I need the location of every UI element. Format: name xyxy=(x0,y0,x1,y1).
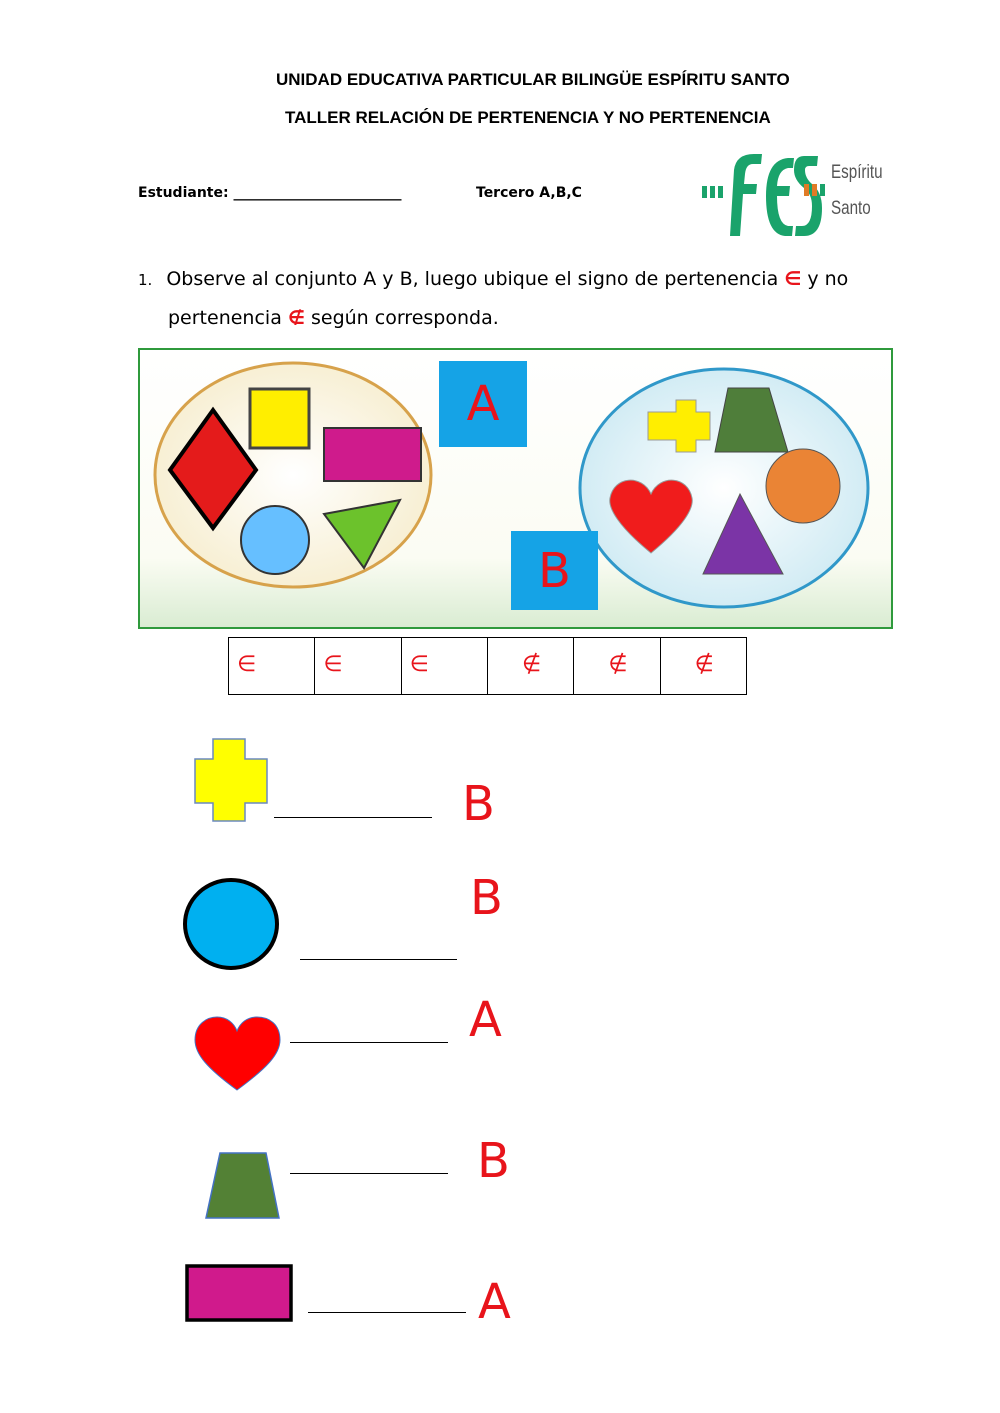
grade-label: Tercero A,B,C xyxy=(476,185,582,201)
blue-circle-icon xyxy=(182,877,282,973)
exercise-shape-magenta-rectangle xyxy=(185,1264,295,1329)
symbol-belongs-1[interactable]: ∈ xyxy=(237,652,257,677)
belongs-symbol: ∈ xyxy=(784,268,802,290)
student-name-field[interactable]: Estudiante: ________________________ xyxy=(138,185,402,201)
symbol-belongs-3[interactable]: ∈ xyxy=(409,652,429,677)
set-a-label: A xyxy=(439,361,527,447)
worksheet-title: TALLER RELACIÓN DE PERTENENCIA Y NO PERTENENCIA xyxy=(285,108,771,127)
set-b-label: B xyxy=(511,531,598,610)
answer-5: A xyxy=(478,1274,511,1330)
answer-blank-5[interactable] xyxy=(308,1312,466,1313)
symbol-cell[interactable] xyxy=(661,638,746,694)
sets-illustration xyxy=(138,348,893,629)
symbol-not-belongs-1[interactable]: ∉ xyxy=(521,652,542,677)
symbol-cell[interactable] xyxy=(315,638,401,694)
instruction-text-3: pertenencia xyxy=(168,307,282,329)
logo-text-line2: Santo xyxy=(831,198,871,219)
school-logo xyxy=(700,148,890,240)
instruction-text-4: según corresponda. xyxy=(310,307,499,329)
answer-1: B xyxy=(462,776,495,832)
symbol-cell[interactable] xyxy=(229,638,315,694)
exercise-shape-green-trapezoid xyxy=(204,1151,282,1226)
symbol-cell[interactable] xyxy=(574,638,660,694)
orange-circle-icon xyxy=(766,449,840,523)
blue-circle-icon xyxy=(241,506,309,574)
symbol-belongs-2[interactable]: ∈ xyxy=(323,652,343,677)
green-trapezoid-icon xyxy=(204,1151,282,1221)
exercise-shape-blue-circle xyxy=(182,877,282,978)
answer-2: B xyxy=(470,870,503,926)
instruction-text-2: y no xyxy=(807,268,849,290)
yellow-cross-icon xyxy=(193,737,269,823)
school-name: UNIDAD EDUCATIVA PARTICULAR BILINGÜE ESPÍRITU SANTO xyxy=(276,70,790,89)
answer-3: A xyxy=(469,992,502,1048)
symbol-bank xyxy=(228,637,747,695)
answer-4: B xyxy=(477,1133,510,1189)
red-heart-icon xyxy=(193,1016,283,1092)
yellow-square-icon xyxy=(250,389,309,448)
answer-blank-4[interactable] xyxy=(290,1173,448,1174)
not-belongs-symbol: ∉ xyxy=(287,307,305,329)
symbol-not-belongs-3[interactable]: ∉ xyxy=(694,652,714,677)
symbol-cell[interactable] xyxy=(402,638,488,694)
magenta-rectangle-icon xyxy=(185,1264,295,1324)
answer-blank-3[interactable] xyxy=(290,1042,448,1043)
magenta-rectangle-icon xyxy=(324,428,421,481)
exercise-shape-red-heart xyxy=(193,1016,283,1097)
instruction-number: 1. xyxy=(138,271,153,289)
instruction-text-1: Observe al conjunto A y B, luego ubique el signo de pertenencia xyxy=(166,268,779,290)
exercise-shape-yellow-cross xyxy=(193,737,269,828)
logo-text-line1: Espíritu xyxy=(831,162,883,183)
answer-blank-1[interactable] xyxy=(274,817,432,818)
answer-blank-2[interactable] xyxy=(300,959,457,960)
instruction xyxy=(138,260,878,337)
symbol-not-belongs-2[interactable]: ∉ xyxy=(608,652,628,677)
symbol-cell[interactable] xyxy=(488,638,574,694)
